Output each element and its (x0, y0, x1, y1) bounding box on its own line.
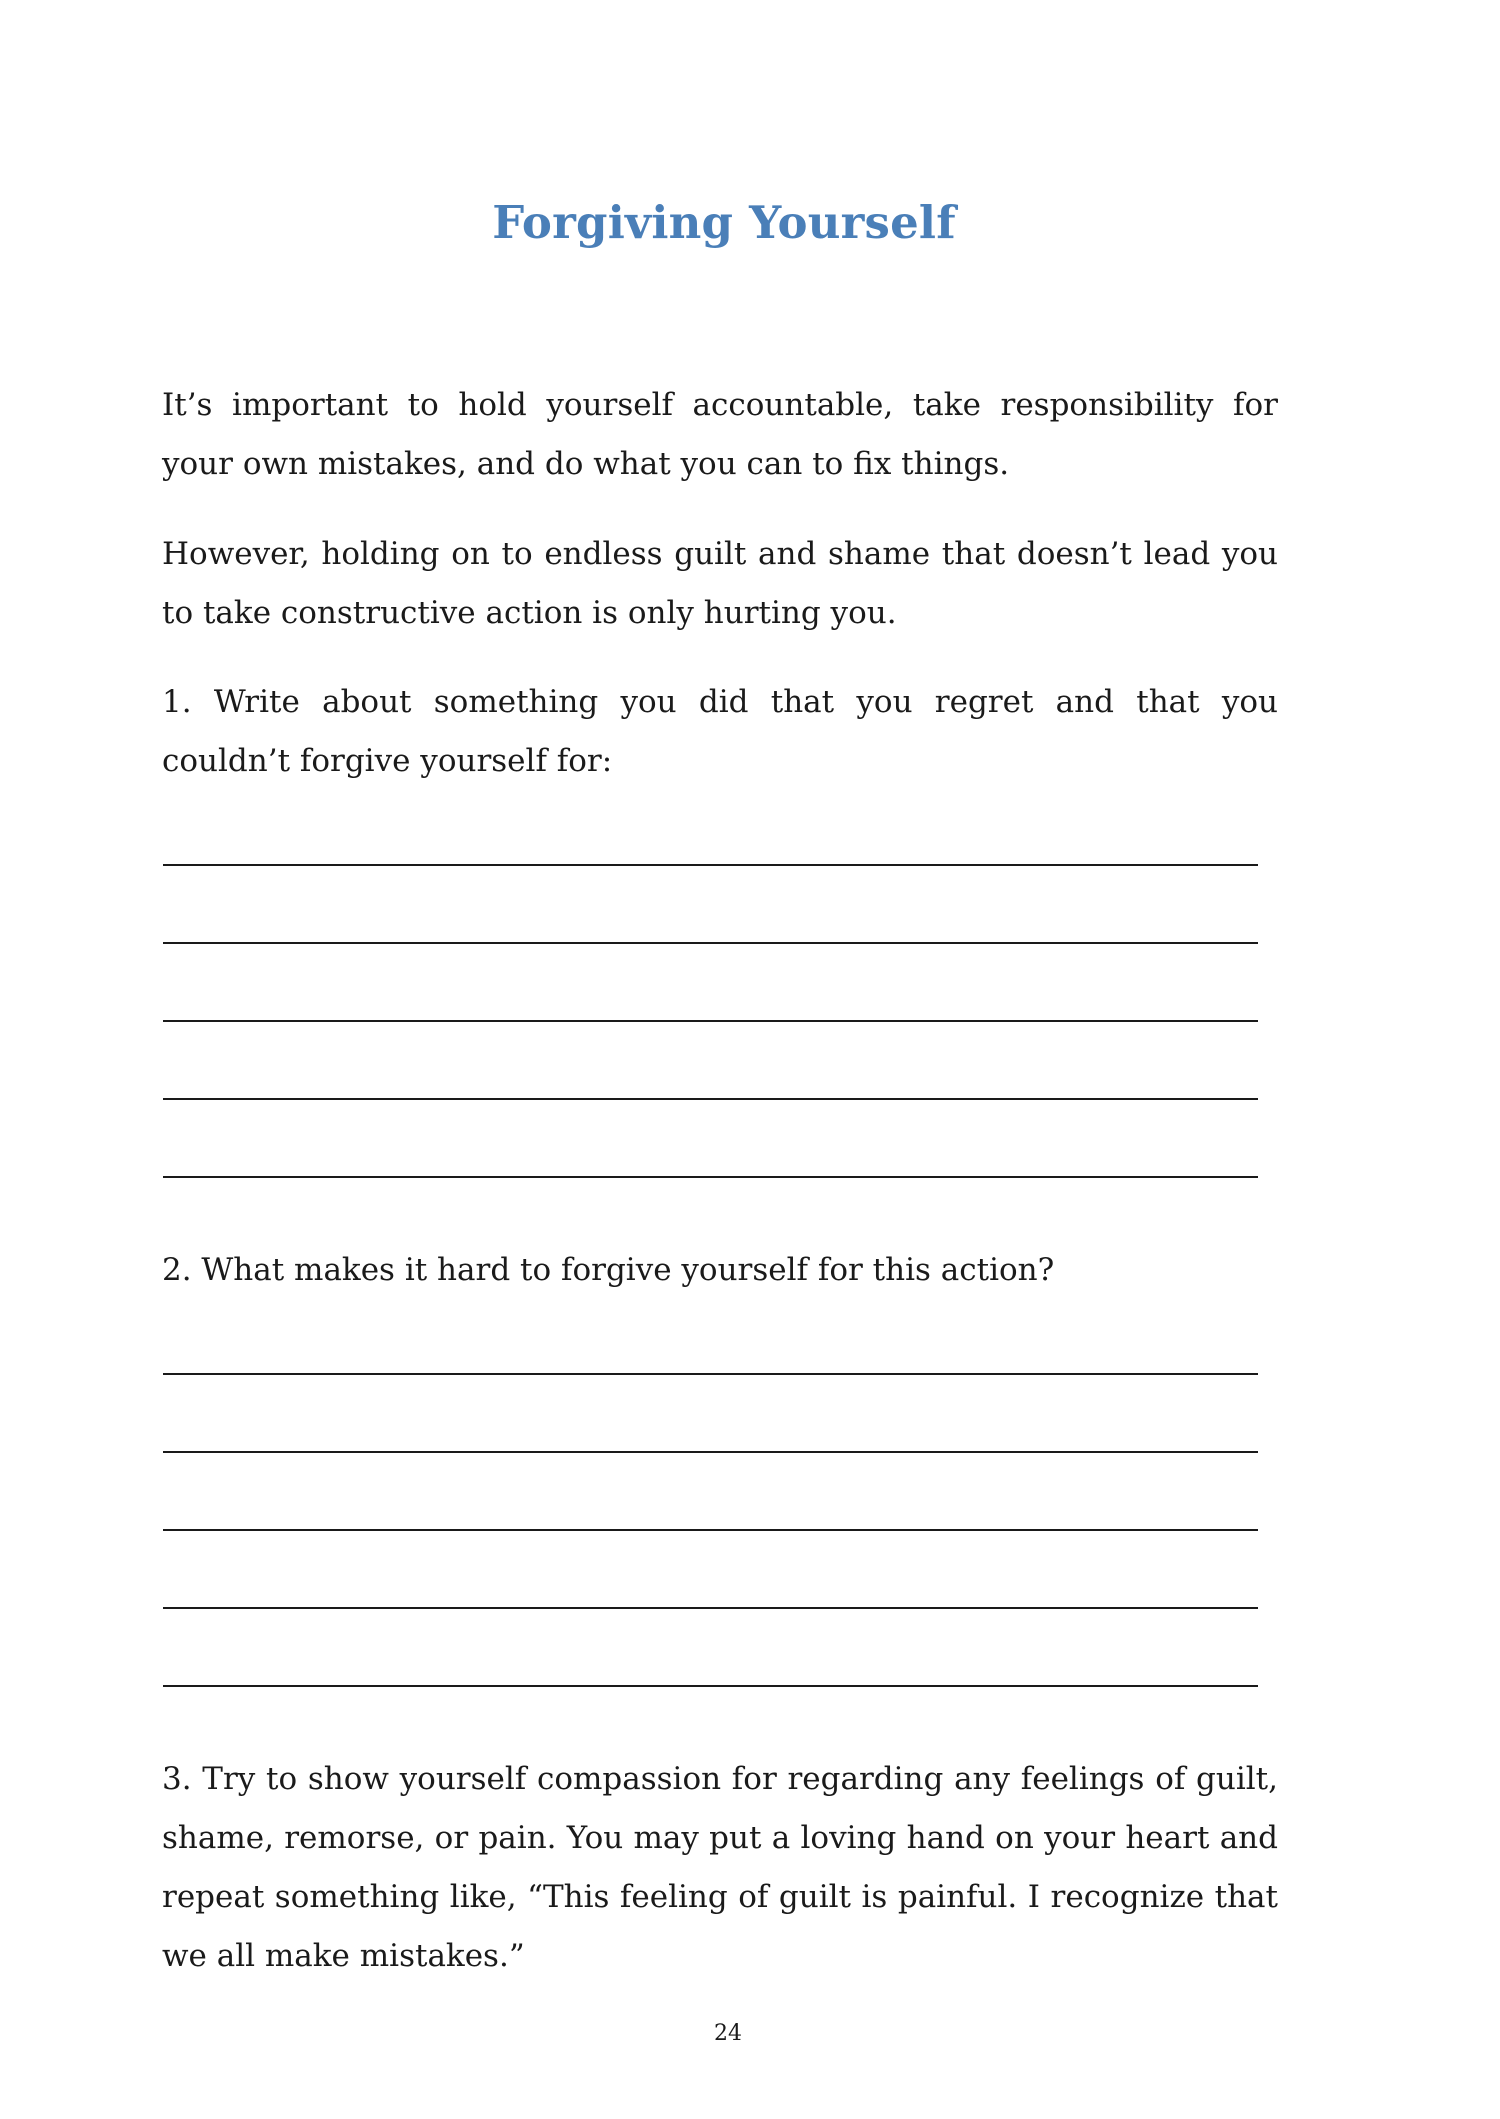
question-1-prompt: 1. Write about something you did that you regret and that you couldn’t forgive yourself for: (162, 684, 1278, 779)
question-2-prompt: 2. What makes it hard to forgive yourself for this action? (162, 1252, 1055, 1288)
answer-line[interactable] (163, 1529, 1258, 1531)
page-title: Forgiving Yourself (492, 196, 956, 249)
answer-line[interactable] (163, 1098, 1258, 1100)
answer-line[interactable] (163, 864, 1258, 866)
answer-line[interactable] (163, 1607, 1258, 1609)
answer-line[interactable] (163, 1020, 1258, 1022)
answer-line[interactable] (163, 1451, 1258, 1453)
intro-paragraph-2: However, holding on to endless guilt and shame that doesn’t lead you to take constructive action is only hurting you. (162, 536, 1278, 631)
page-number: 24 (714, 2021, 742, 2046)
answer-line[interactable] (163, 1685, 1258, 1687)
answer-line[interactable] (163, 1176, 1258, 1178)
answer-line[interactable] (163, 1373, 1258, 1375)
answer-line[interactable] (163, 942, 1258, 944)
question-3-prompt: 3. Try to show yourself compassion for regarding any feelings of guilt, shame, remorse, or pain. You may put a loving hand on your heart and repeat something like, “This feeling of guilt is painful. I recognize that we all make mistakes.” (162, 1761, 1278, 1974)
intro-paragraph-1: It’s important to hold yourself accountable, take responsibility for your own mistakes, and do what you can to fix things. (162, 387, 1278, 482)
